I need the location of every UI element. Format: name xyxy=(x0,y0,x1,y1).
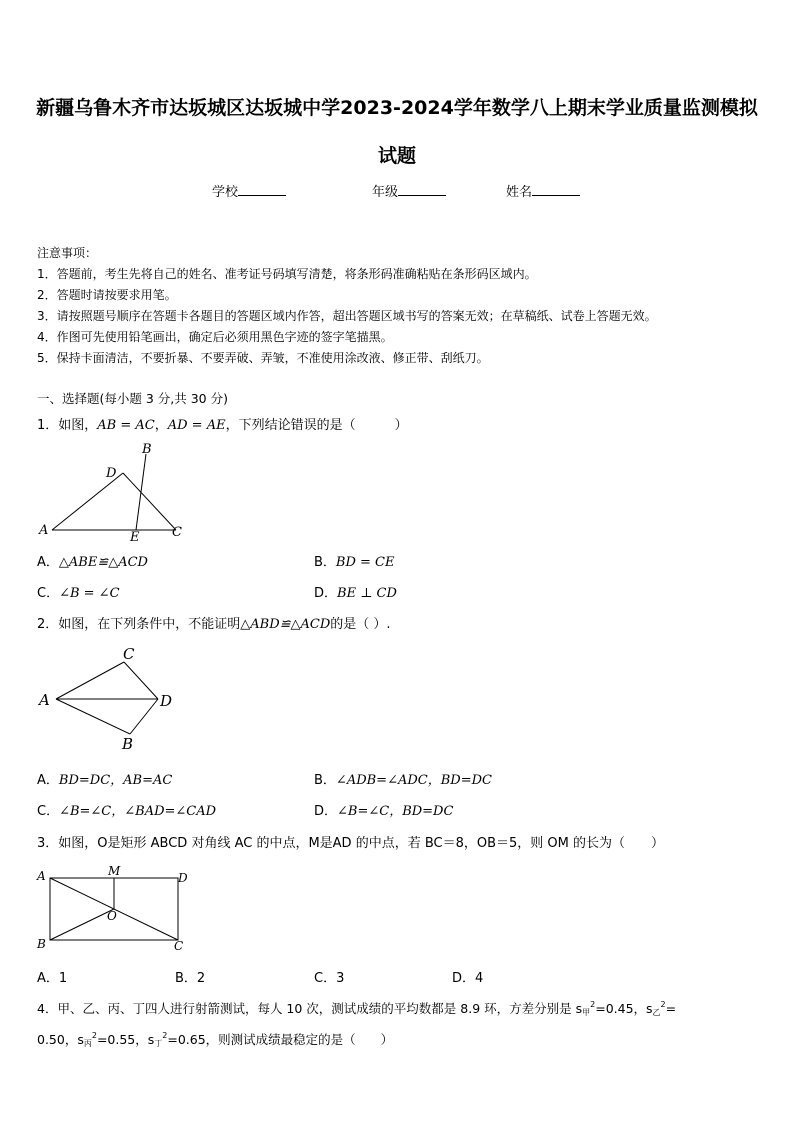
notice-section xyxy=(37,243,657,369)
q2-label-c: C xyxy=(123,645,135,663)
question-4-line-2: 0.50，$s_丙^2=0.55$，$s_丁^2=0.65$，则测试成绩最稳定的是（ ） xyxy=(37,1031,394,1048)
q1-label-e: E xyxy=(130,530,140,544)
q3-label-d: D xyxy=(178,871,188,885)
q3-option-d[interactable]: D．4 xyxy=(452,971,484,986)
q2-segment-ac xyxy=(56,662,124,699)
q1-segment-ad xyxy=(52,473,123,530)
q1-option-c[interactable]: C．∠B = ∠C xyxy=(37,586,120,601)
q2-segment-cd xyxy=(124,662,158,699)
notice-heading: 注意事项： xyxy=(37,246,98,260)
q1-segment-be xyxy=(136,454,146,530)
name-blank[interactable] xyxy=(532,183,580,196)
q2-kite-figure xyxy=(36,642,186,756)
q1-condition-2: AD = AE xyxy=(167,418,226,433)
name-field[interactable]: 姓名 xyxy=(506,181,580,200)
section-heading: 一、选择题(每小题 3 分,共 30 分) xyxy=(37,391,228,406)
q2-segment-ab xyxy=(56,699,130,734)
q2-label-b: B xyxy=(122,735,134,753)
q3-label-m: M xyxy=(108,864,121,878)
q1-triangle-figure xyxy=(36,440,186,544)
q3-label-b: B xyxy=(37,937,46,951)
q2-option-a[interactable]: A．BD=DC，AB=AC xyxy=(37,773,173,788)
q3-option-c[interactable]: C．3 xyxy=(314,971,345,986)
grade-field[interactable]: 年级 xyxy=(372,181,446,200)
question-1-stem: 1．如图，AB = AC，AD = AE，下列结论错误的是（ ） xyxy=(37,418,408,433)
q1-option-b[interactable]: B．BD = CE xyxy=(314,555,395,570)
q3-option-b[interactable]: B．2 xyxy=(175,971,206,986)
q1-option-a[interactable]: A．△ABE≌△ACD xyxy=(37,555,148,570)
notice-item: 5．保持卡面清洁，不要折暴、不要弄破、弄皱，不准使用涂改液、修正带、刮纸刀。 xyxy=(37,351,489,365)
q3-segment-bo xyxy=(50,909,114,940)
title-line-1: 新疆乌鲁木齐市达坂城区达坂城中学2023-2024学年数学八上期末学业质量监测模拟 xyxy=(36,97,758,119)
school-field[interactable]: 学校 xyxy=(212,181,286,200)
q1-condition-1: AB = AC xyxy=(97,418,155,433)
q3-option-a[interactable]: A．1 xyxy=(37,971,68,986)
q1-label-a: A xyxy=(39,523,49,538)
grade-blank[interactable] xyxy=(398,183,446,196)
school-blank[interactable] xyxy=(238,183,286,196)
q1-segment-dc xyxy=(123,473,176,530)
q2-segment-bd xyxy=(130,699,158,734)
q3-label-o: O xyxy=(107,909,117,923)
q2-label-a: A xyxy=(39,691,50,709)
q1-label-d: D xyxy=(106,466,117,481)
question-2-stem: 2．如图，在下列条件中，不能证明△ABD≌△ACD的是（ ）. xyxy=(37,617,391,632)
notice-item: 4．作图可先使用铅笔画出，确定后必须用黑色字迹的签字笔描黑。 xyxy=(37,330,393,344)
notice-item: 3．请按照题号顺序在答题卡各题目的答题区域内作答，超出答题区域书写的答案无效；在草稿纸、试卷上答题无效。 xyxy=(37,309,657,323)
q2-option-c[interactable]: C．∠B=∠C，∠BAD=∠CAD xyxy=(37,804,217,819)
document-title xyxy=(30,84,764,180)
q3-label-c: C xyxy=(174,939,184,953)
q1-label-b: B xyxy=(142,442,152,457)
question-4-line-1: 4．甲、乙、丙、丁四人进行射箭测试，每人 10 次，测试成绩的平均数都是 8.9 环，方差分别是 $s_甲^2=0.45$，$s_乙^2=$ xyxy=(37,1000,677,1017)
q3-label-a: A xyxy=(37,869,46,883)
q1-label-c: C xyxy=(172,525,182,540)
notice-item: 1．答题前，考生先将自己的姓名、准考证号码填写清楚，将条形码准确粘贴在条形码区域内。 xyxy=(37,267,537,281)
notice-item: 2．答题时请按要求用笔。 xyxy=(37,288,177,302)
q3-rectangle-figure xyxy=(34,860,194,956)
q2-label-d: D xyxy=(160,692,173,710)
title-line-2: 试题 xyxy=(377,145,416,167)
question-3-stem: 3．如图，O是矩形 ABCD 对角线 AC 的中点，M是AD 的中点，若 BC＝8，OB＝5，则 OM 的长为（ ） xyxy=(37,836,665,851)
q1-option-d[interactable]: D．BE ⊥ CD xyxy=(314,586,397,601)
q2-option-b[interactable]: B．∠ADB=∠ADC，BD=DC xyxy=(314,773,492,788)
q2-option-d[interactable]: D．∠B=∠C，BD=DC xyxy=(314,804,454,819)
